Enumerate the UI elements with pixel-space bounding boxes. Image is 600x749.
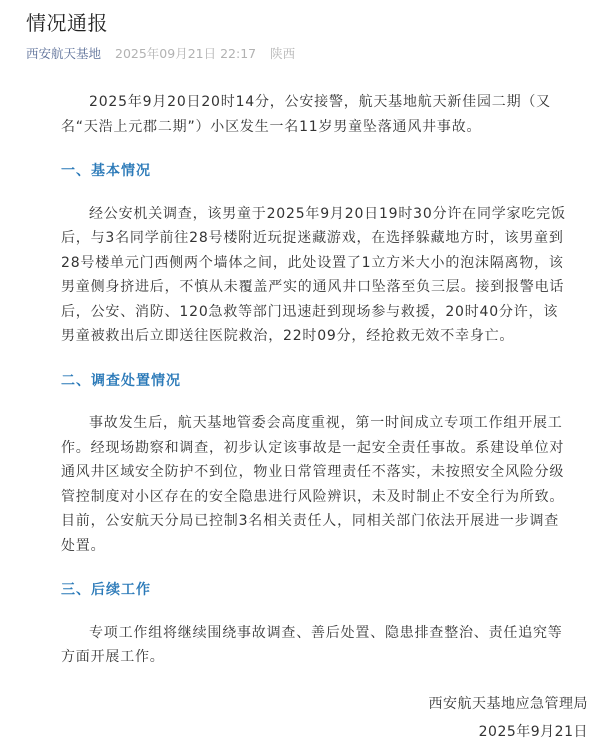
signature-org: 西安航天基地应急管理局	[428, 696, 588, 712]
publish-region: 陕西	[270, 46, 296, 61]
intro-paragraph: 2025年9月20日20时14分，公安接警，航天基地航天新佳园二期（又名“天浩上元郡二期”）小区发生一名11岁男童坠落通风井事故。	[61, 94, 551, 135]
account-name-link[interactable]: 西安航天基地	[26, 46, 102, 61]
signature-date: 2025年9月21日	[478, 724, 588, 740]
section-paragraph-basic: 经公安机关调查，该男童于2025年9月20日19时30分许在同学家吃完饭后，与3名同学前往28号楼附近玩捉迷藏游戏，在选择躲藏地方时，该男童到28号楼单元门西侧两个墙体之间，此处设置了1立方米大小的泡沫隔离物，该男童侧身挤进后，不慎从未覆盖严实的通风井口坠落至负三层。接到报警电话后，公安、消防、120急救等部门迅速赶到现场参与救援，20时40分许，该男童被救出后立即送往医院救治，22时09分，经抢救无效不幸身亡。	[61, 205, 566, 344]
article-title: 情况通报	[26, 11, 108, 35]
publish-date: 2025年09月21日 22:17	[115, 46, 257, 61]
section-paragraph-investigation: 事故发生后，航天基地管委会高度重视，第一时间成立专项工作组开展工作。经现场勘察和调查，初步认定该事故是一起安全责任事故。系建设单位对通风井区域安全防护不到位，物业日常管理责任不落实，未按照安全风险分级管控制度对小区存在的安全隐患进行风险辨识，未及时制止不安全行为所致。目前，公安航天分局已控制3名相关责任人，同相关部门依法开展进一步调查处置。	[61, 415, 565, 554]
section-paragraph-followup: 专项工作组将继续围绕事故调查、善后处置、隐患排查整治、责任追究等方面开展工作。	[61, 624, 563, 665]
section-heading-followup: 三、后续工作	[61, 582, 151, 598]
section-heading-investigation: 二、调查处置情况	[61, 372, 181, 389]
article-body	[61, 90, 571, 670]
article-meta	[26, 45, 295, 63]
section-heading-basic: 一、基本情况	[61, 163, 151, 179]
